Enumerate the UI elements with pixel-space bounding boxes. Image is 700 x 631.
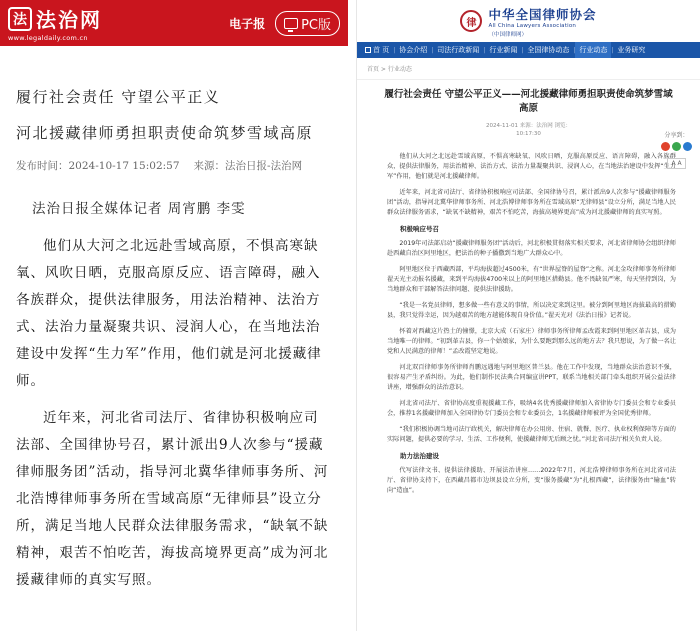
article-paragraph: 2019年司法部启动“援藏律师服务团”活动后，河北积极贯彻落实相关要求，河北省律师协会组织律师赴西藏自治区阿里地区，把法治的种子播撒到当地广大群众心中。	[387, 240, 676, 257]
article-paragraph: 近年来，河北省司法厅、省律协积极响应司法部、全国律协号召，累计派出9人次参与“援藏律师服务团”活动，指导河北冀华律师事务所、河北浩博律师事务所在雪域高原“无律师县”设立分所，满足当地人民群众法律服务需求，“缺氧不缺精神，艰苦不怕吃苦，海拔高境界更高”成为河北援藏律师的真实写照。	[16, 410, 329, 588]
font-size-toggle[interactable]: A A	[667, 158, 685, 169]
legaldaily-header	[0, 0, 348, 46]
article-byline: 法治日报全媒体记者 周宵鹏 李雯	[32, 201, 246, 217]
acla-header	[357, 0, 700, 42]
breadcrumb[interactable]: 首页 > 行业动态	[357, 58, 700, 80]
nav-item-judicial-news[interactable]: 司法行政新闻	[437, 46, 480, 54]
article-headline: 履行社会责任 守望公平正义	[16, 88, 221, 106]
nav-item-industry-news[interactable]: 行业新闻	[489, 46, 518, 54]
article-body	[373, 152, 684, 496]
article-paragraph: 河北双百律师事务所律师肖鹏远遇地与阿里地区普兰县。他在工作中发现，当地群众法治意识不强，很容易产生矛盾纠纷。为此，他们制作民法典合同编宣讲PPT，联系当地相关部门牵头组织开展公益法律讲座，增强群众的法治意识。	[387, 364, 676, 391]
article-paragraph: “我是一名党员律师，想多做一些有意义的事情，所以决定来到这里。被分到阿里地区海拔最高的措勤县，我只觉得幸运，因为越艰苦的地方越能体现自身价值。”翟天光对《法治日报》记者说。	[387, 302, 676, 319]
publish-time: 发布时间：2024-10-17 15:02:57	[16, 160, 180, 172]
section-heading: 助力法治建设	[400, 452, 439, 460]
site-url: www.legaldaily.com.cn	[8, 34, 88, 42]
legaldaily-panel	[0, 0, 348, 631]
nav-item-research[interactable]: 业务研究	[617, 46, 646, 54]
org-name-en: All China Lawyers Association	[488, 22, 577, 29]
section-heading: 积极响应号召	[400, 225, 439, 233]
monitor-icon	[284, 18, 298, 29]
org-subtitle: （中国律师网）	[488, 31, 527, 38]
article-content	[0, 86, 348, 594]
nav-item-industry-updates[interactable]: 行业动态	[575, 42, 611, 58]
article-paragraph: 他们从大河之北远赴雪域高原，不惧高寒缺氧、风吹日晒，克服高原反应、语言障碍，融入各族群众，提供法律服务，用法治精神、法治方式、法治力量凝聚共识、浸润人心，在当地法治建设中发挥“生力军”作用，他们就是河北援藏律师。	[16, 238, 322, 389]
article-paragraph: 代写法律文书、提供法律援助、开展法治讲座……2022年7月，河北浩博律师事务所在河北省司法厅、省律协支持下，在西藏昌都市边坝县设立分所，变“服务援藏”为“扎根西藏”，法律服务由“输血”转向“造血”。	[387, 467, 676, 494]
share-label: 分享到：	[664, 132, 689, 139]
logo-glyph-icon: 法	[8, 7, 32, 31]
panel-divider	[348, 0, 356, 631]
article-meta	[373, 122, 684, 138]
article-paragraph: “我们积极协调当地司法厅政机关，解决律师在办公用房、住宿、就餐、医疗、执业权利保障等方面的实际问题，提供必要的学习、生活、工作便利，使援藏律师无后顾之忧。”河北省司法厅相关负责人说。	[387, 426, 676, 443]
nav-item-home[interactable]: 首 页	[361, 45, 393, 55]
legaldaily-logo[interactable]	[8, 4, 102, 42]
article-meta-time: 10:17:30	[516, 131, 541, 137]
article-meta-line: 2024-11-01 来源：法治网 浏览：	[486, 123, 571, 129]
share-box	[661, 130, 692, 169]
weibo-icon[interactable]	[661, 142, 670, 151]
share-icons	[661, 142, 692, 151]
home-icon	[365, 47, 371, 53]
site-name: 法治网	[36, 8, 102, 32]
org-name-cn: 中华全国律师协会	[488, 6, 597, 22]
acla-panel	[356, 0, 700, 631]
acla-emblem-icon: 律	[460, 10, 482, 32]
article-meta	[16, 158, 332, 173]
pc-version-label: PC版	[301, 17, 331, 33]
article-paragraph: 阿里地区位于西藏西部，平均海拔超过4500米，有“世界屋脊的屋脊”之称。河北金攻律师事务所律师翟天光主动报名援藏，来到平均海拔4700米以上的阿里地区措勤县。他不畏缺氧严寒，每天坚持到岗，为当地群众和干部解答法律问题、提供法律援助。	[387, 266, 676, 293]
logo-mark	[8, 4, 102, 33]
article-paragraph: 怀着对西藏这片热土的憧憬，北京大成（石家庄）律师事务所律师孟改霞来到阿里地区革吉县，成为当地唯一的律师。“初到革吉县，你一个姑娘家，为什么要跑到那么远的地方去？我只想说，为了做一名让党和人民满意的律师！”孟改霞坚定地说。	[387, 328, 676, 355]
wechat-icon[interactable]	[672, 142, 681, 151]
article	[357, 80, 700, 496]
article-paragraph: 他们从大河之北远赴雪域高原，不惧高寒缺氧、风吹日晒，克服高原反应、语言障碍，融入各族群众，提供法律服务，用法治精神、法治方式、法治力量凝聚共识、浸润人心，在当地法治建设中发挥“生力军”作用，他们就是河北援藏律师。	[387, 153, 676, 180]
article-title: 履行社会责任 守望公平正义——河北援藏律师勇担职责使命筑梦雪域高原	[384, 89, 673, 114]
main-nav: 首 页 | 协会介绍 | 司法行政新闻 | 行业新闻 | 全国律协动态 | 行业动态 | 业务研究	[357, 42, 700, 58]
article-subheadline: 河北援藏律师勇担职责使命筑梦雪域高原	[16, 124, 314, 142]
acla-logo[interactable]	[488, 5, 596, 38]
article-paragraph: 河北省司法厅、省律协高度重视援藏工作，吸纳4名优秀援藏律师加入省律协专门委员会和专业委员会，推荐1名援藏律师加入全国律协专门委员会和专业委员会，1名援藏律师被评为全国优秀律师。	[387, 400, 676, 417]
pc-version-button[interactable]	[275, 11, 340, 36]
nav-item-about[interactable]: 协会介绍	[399, 46, 428, 54]
qq-icon[interactable]	[683, 142, 692, 151]
nav-item-acla-updates[interactable]: 全国律协动态	[527, 46, 570, 54]
article-source: 来源：法治日报-法治网	[193, 160, 303, 172]
epaper-link[interactable]: 电子报	[229, 16, 266, 31]
article-paragraph: 近年来，河北省司法厅、省律协积极响应司法部、全国律协号召，累计派出9人次参与“援藏律师服务团”活动，指导河北冀华律师事务所、河北浩博律师事务所在雪域高原“无律师县”设立分所，满足当地人民群众法律服务需求，“缺氧不缺精神，艰苦不怕吃苦，海拔高境界更高”成为河北援藏律师的真实写照。	[387, 189, 676, 216]
